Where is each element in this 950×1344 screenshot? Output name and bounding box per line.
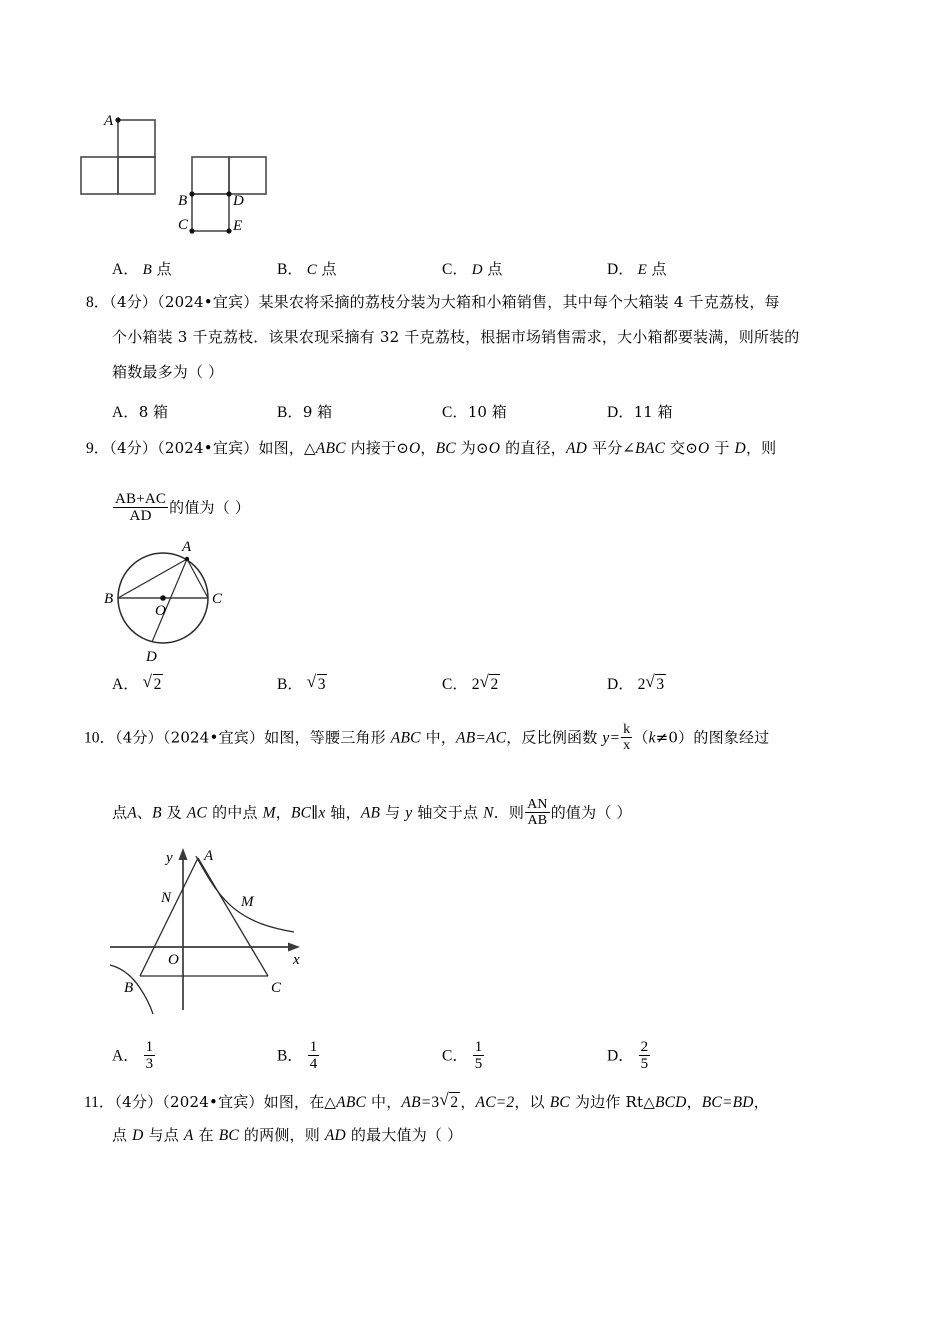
q10-l2-tail: 的值为（ ）	[550, 803, 632, 822]
hyperbola-triangle-figure	[108, 840, 318, 1015]
x-axis-arrow-icon	[288, 943, 300, 952]
circle-label-O: O	[155, 603, 166, 619]
q10-number: 10．	[84, 729, 116, 747]
radical-sign-icon: √	[142, 672, 152, 691]
q8-option-a-key: A．	[112, 404, 139, 421]
net-label-E: E	[233, 218, 243, 234]
net-label-C: C	[178, 217, 189, 233]
q9-option-b-radical	[307, 674, 328, 694]
q9-option-a-key: A．	[112, 676, 139, 693]
q9-option-c-coef: 2	[471, 676, 480, 693]
q8-number: 8．	[86, 294, 110, 311]
q9-option-b-radicand: 3	[317, 676, 326, 693]
q8-text-2: 个小箱装 3 千克荔枝．该果农现采摘有 32 千克荔枝，根据市场销售需求，大小箱都要装满，则所装的	[112, 328, 800, 346]
q10-option-c-numerator: 1	[474, 1039, 483, 1055]
graph-label-C: C	[271, 980, 282, 996]
q10-eq: AB=AC	[456, 729, 507, 747]
q9-option-d-key: D．	[607, 676, 634, 693]
q10-l2-f: ∥	[311, 803, 319, 822]
q10-point-M: M	[262, 804, 276, 822]
q9-fraction-denominator: AD	[129, 508, 152, 525]
graph-label-B: B	[124, 980, 134, 996]
q10-kx-numerator: k	[623, 722, 631, 737]
q9-o2: O	[488, 440, 501, 457]
circle-label-A: A	[182, 539, 192, 555]
q8-option-d-key: D．	[607, 404, 634, 421]
q10-text-e: ≠0）的图象经过	[655, 728, 770, 747]
q11-line-1	[84, 1092, 769, 1112]
q11-radicand: 2	[450, 1094, 459, 1111]
q10-axis-y: y	[405, 804, 413, 822]
graph-label-N: N	[161, 890, 172, 906]
q9-text-e: 的直径，	[500, 439, 566, 457]
graph-label-M: M	[241, 894, 254, 910]
q9-text-g: 交⊙	[665, 439, 698, 457]
q11-text-f: ，	[686, 1093, 702, 1111]
q9-o1: O	[409, 440, 421, 457]
q10-kx-denominator: x	[623, 738, 631, 754]
net-label-A: A	[104, 113, 114, 129]
q9-number: 9．	[86, 440, 110, 457]
q11-bd: BC=BD	[701, 1094, 754, 1111]
q9-source: （2024•宜宾）	[157, 439, 259, 457]
graph-label-x: x	[293, 952, 300, 968]
q7-option-c-key: C．	[442, 261, 468, 278]
q9-fraction	[113, 491, 168, 525]
q10-seg-AC: AC	[186, 804, 208, 822]
q9-text-d: 为⊙	[455, 439, 489, 457]
q10-option-b[interactable]	[277, 1040, 320, 1074]
q10-option-a-denominator: 3	[145, 1056, 154, 1073]
radical-sign-icon: √	[479, 672, 489, 691]
q10-text-b: 中，	[420, 728, 457, 747]
q11-l2-e: 的最大值为（ ）	[345, 1126, 463, 1144]
q9-option-a-radicand: 2	[153, 676, 162, 693]
q10-point-B: B	[152, 804, 162, 822]
q11-coef: 3	[431, 1094, 440, 1111]
q10-point-A: A	[127, 804, 137, 822]
q11-bcd: BCD	[654, 1094, 687, 1111]
q7-option-a-key: A．	[112, 261, 139, 278]
radical-sign-icon: √	[439, 1090, 449, 1109]
q9-abc: ABC	[315, 440, 346, 457]
q11-l2-c: 在	[193, 1126, 219, 1144]
q10-option-a-fraction	[144, 1039, 156, 1073]
q8-option-c-key: C．	[442, 404, 468, 421]
q10-option-d[interactable]	[607, 1040, 651, 1074]
q9-option-d[interactable]	[607, 672, 666, 694]
q7-option-a-text: B 点	[142, 260, 172, 278]
net-point-B	[189, 191, 194, 196]
q11-source: （2024•宜宾）	[162, 1093, 264, 1111]
q11-ac: AC=2	[475, 1094, 515, 1111]
q9-text-a: 如图，△	[258, 439, 316, 457]
q8-source: （2024•宜宾）	[157, 293, 259, 311]
q7-option-d-key: D．	[607, 261, 634, 278]
q10-l2-g: 轴，	[325, 803, 361, 822]
q10-option-b-fraction	[308, 1039, 320, 1073]
q10-option-d-fraction	[639, 1039, 651, 1073]
q11-text-c: ，	[460, 1093, 476, 1111]
graph-label-y: y	[166, 850, 173, 866]
q10-kx-fraction	[621, 722, 632, 754]
q8-text-3: 箱数最多为（ ）	[112, 363, 224, 381]
q10-an-ab-fraction	[525, 797, 550, 829]
q10-l2-a: 点	[112, 803, 128, 822]
q8-points: （4分）	[109, 293, 158, 311]
q11-ab: AB=	[401, 1094, 432, 1111]
q8-option-b-text: 9 箱	[302, 403, 333, 421]
net-point-A	[115, 117, 120, 122]
q10-an-numerator: AN	[527, 797, 548, 812]
segment-AD	[152, 559, 187, 642]
q10-option-d-key: D．	[607, 1047, 634, 1065]
q9-text-i: ，则	[745, 439, 777, 457]
segment-AB	[118, 559, 187, 598]
q11-radical	[439, 1092, 460, 1112]
q10-option-c-denominator: 5	[474, 1056, 483, 1073]
q10-option-a-numerator: 1	[145, 1039, 154, 1055]
net-point-E	[226, 228, 231, 233]
q9-text-h: 于	[709, 439, 735, 457]
net-label-B: B	[178, 193, 188, 209]
q8-line-3	[112, 365, 223, 381]
q9-text-b: 内接于⊙	[345, 439, 410, 457]
q8-option-b[interactable]	[277, 400, 332, 422]
q10-text-d: （	[633, 728, 649, 747]
q11-bc: BC	[549, 1094, 570, 1111]
q9-bc: BC	[435, 440, 456, 457]
q9-fraction-numerator: AB+AC	[115, 491, 167, 507]
q8-option-d[interactable]	[607, 400, 673, 422]
radical-sign-icon: √	[306, 672, 317, 691]
q8-option-b-key: B．	[277, 404, 303, 421]
q11-text-g: ，	[753, 1093, 769, 1111]
q11-point-D: D	[132, 1127, 144, 1144]
q7-option-d-text: E 点	[637, 260, 667, 278]
segment-AC	[198, 858, 268, 976]
q10-option-d-denominator: 5	[640, 1056, 649, 1073]
q10-source: （2024•宜宾）	[162, 728, 265, 747]
q10-l2-c: 及	[161, 803, 187, 822]
q10-l2-i: 轴交于点	[412, 803, 484, 822]
q7-option-c-text: D 点	[471, 260, 503, 278]
y-axis-arrow-icon	[179, 848, 188, 860]
q9-option-a-radical	[143, 674, 164, 694]
q9-option-c-radicand: 2	[490, 676, 499, 693]
q11-l2-a: 点	[112, 1126, 133, 1144]
net-label-D: D	[233, 193, 244, 209]
graph-label-O: O	[168, 952, 179, 968]
q10-line-2	[112, 798, 632, 830]
q10-option-c-fraction	[473, 1039, 485, 1073]
q11-point-A: A	[183, 1127, 194, 1144]
q10-l2-h: 与	[380, 803, 406, 822]
q10-seg-BC: BC	[290, 804, 312, 822]
q8-option-a-text: 8 箱	[138, 403, 169, 421]
q10-text-a: 如图，等腰三角形	[264, 728, 391, 747]
q10-option-b-key: B．	[277, 1047, 303, 1065]
q9-option-b-key: B．	[277, 676, 303, 693]
q9-option-c-radical	[479, 674, 500, 694]
q11-text-b: 中，	[366, 1093, 402, 1111]
net-point-C	[189, 228, 194, 233]
q10-points: （4分）	[115, 728, 163, 747]
q10-l2-e: ，	[275, 803, 291, 822]
q10-option-a[interactable]	[112, 1040, 156, 1074]
q10-l2-d: 的中点	[207, 803, 263, 822]
q11-seg-AD: AD	[324, 1127, 346, 1144]
q7-option-c[interactable]	[442, 257, 502, 279]
net-point-D	[226, 191, 231, 196]
q10-option-b-denominator: 4	[309, 1056, 318, 1073]
q9-option-c[interactable]	[442, 672, 500, 694]
q11-text-e: 为边作 Rt△	[569, 1093, 655, 1111]
point-O	[160, 595, 166, 601]
q9-text-tail: 的值为（ ）	[169, 498, 251, 517]
q10-option-a-key: A．	[112, 1047, 139, 1065]
q9-option-d-radicand: 3	[656, 676, 665, 693]
q9-option-d-radical	[645, 674, 666, 694]
q8-text-1: 某果农将采摘的荔枝分装为大箱和小箱销售，其中每个大箱装 4 千克荔枝，每	[258, 293, 780, 311]
q10-option-b-numerator: 1	[309, 1039, 318, 1055]
q10-k: k	[648, 729, 656, 747]
q11-l2-b: 与点	[143, 1126, 184, 1144]
q9-d2: D	[734, 440, 746, 457]
q10-line-1	[84, 723, 769, 755]
q10-y: y=	[602, 729, 621, 747]
q10-ab-denominator: AB	[527, 813, 548, 829]
q9-line-1	[86, 441, 776, 457]
q11-line-2	[112, 1128, 462, 1144]
q10-text-c: ，反比例函数	[506, 728, 603, 747]
q10-option-d-numerator: 2	[640, 1039, 649, 1055]
q11-text-d: ，以	[514, 1093, 550, 1111]
segment-AC	[187, 559, 208, 598]
q9-o3: O	[697, 440, 710, 457]
point-A	[185, 557, 189, 561]
q10-option-c[interactable]	[442, 1040, 485, 1074]
q9-option-a[interactable]	[112, 672, 163, 694]
q10-point-N: N	[483, 804, 494, 822]
circle-label-D: D	[146, 649, 157, 665]
q7-option-b[interactable]	[277, 257, 337, 279]
q9-bac: BAC	[635, 440, 666, 457]
q7-option-a[interactable]	[112, 257, 172, 279]
q9-ad: AD	[565, 440, 588, 457]
q9-option-b[interactable]	[277, 672, 327, 694]
q11-number: 11．	[84, 1094, 115, 1111]
q10-l2-b: 、	[136, 803, 153, 822]
q9-points: （4分）	[109, 439, 158, 457]
q10-axis-x: x	[318, 804, 326, 822]
graph-label-A: A	[204, 848, 214, 864]
q8-option-c-text: 10 箱	[467, 403, 507, 421]
q9-option-d-coef: 2	[637, 676, 646, 693]
q11-text-a: 如图，在△	[263, 1093, 337, 1111]
q7-option-b-key: B．	[277, 261, 303, 278]
q10-option-c-key: C．	[442, 1047, 468, 1065]
q11-l2-d: 的两侧，则	[238, 1126, 325, 1144]
q8-option-c[interactable]	[442, 400, 507, 422]
q9-line-2	[112, 492, 250, 526]
circle-inscribed-triangle-figure	[104, 533, 278, 668]
q9-option-c-key: C．	[442, 676, 468, 693]
q10-l2-j: ．则	[493, 803, 525, 822]
q11-points: （4分）	[114, 1093, 163, 1111]
circle-label-B: B	[104, 591, 114, 607]
q8-option-d-text: 11 箱	[633, 403, 673, 421]
q9-text-c: ，	[420, 439, 436, 457]
q8-option-a[interactable]	[112, 400, 168, 422]
q7-option-b-text: C 点	[306, 260, 337, 278]
q8-line-1	[86, 295, 780, 311]
q8-line-2	[112, 330, 800, 346]
radical-sign-icon: √	[645, 672, 655, 691]
q7-option-d[interactable]	[607, 257, 667, 279]
circle-label-C: C	[212, 591, 223, 607]
q10-abc: ABC	[390, 729, 421, 747]
q11-abc: ABC	[336, 1094, 367, 1111]
q10-seg-AB: AB	[360, 804, 381, 822]
q11-seg-BC: BC	[218, 1127, 239, 1144]
cube-net-figure	[104, 112, 308, 234]
q9-text-f: 平分∠	[587, 439, 636, 457]
